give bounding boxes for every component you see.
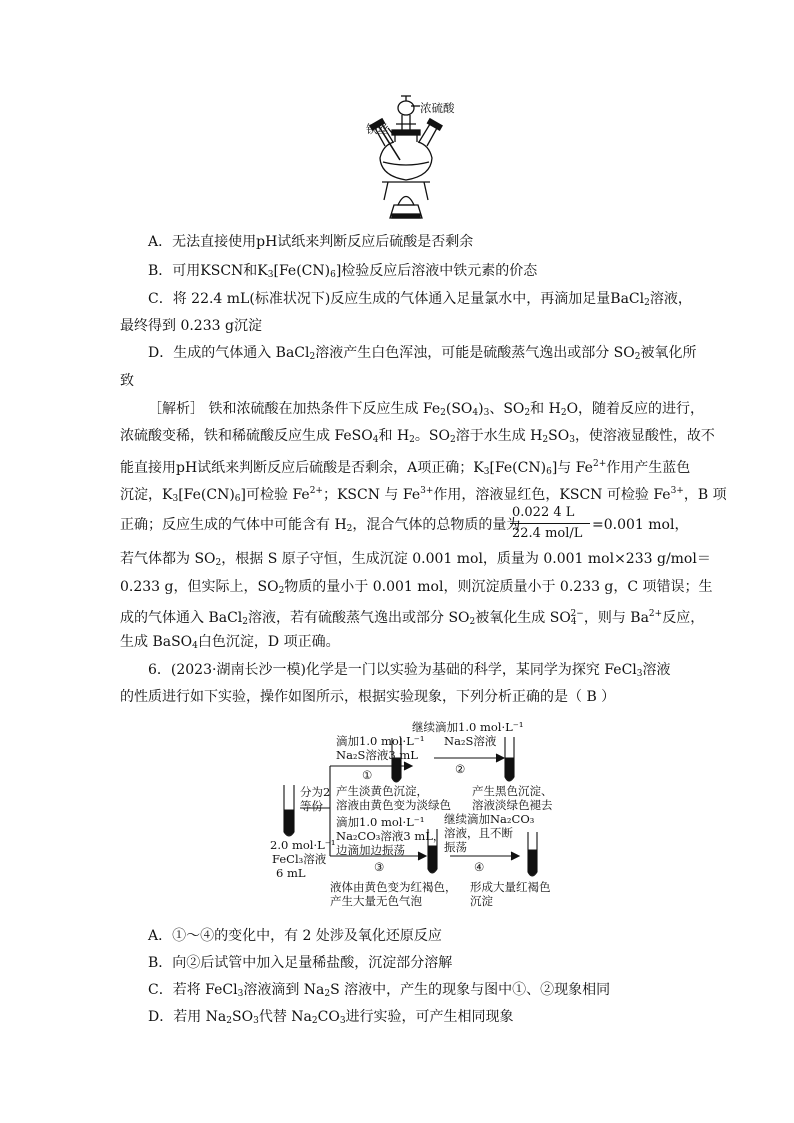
- q5-option-a: A．无法直接使用pH试纸来判断反应后硫酸是否剩余: [148, 234, 474, 250]
- analysis-line-2: 浓硫酸变稀，铁和稀硫酸反应生成 FeSO4和 H2。SO2溶于水生成 H2SO3，使溶液显酸性，故不: [120, 428, 715, 445]
- step2-reagent-1: 继续滴加1.0 mol·L⁻¹: [412, 720, 524, 734]
- step2-observation-2: 溶液淡绿色褪去: [472, 798, 553, 812]
- q6-option-b: B．向②后试管中加入足量稀盐酸，沉淀部分溶解: [148, 955, 453, 971]
- step2-observation-1: 产生黑色沉淀、: [472, 784, 553, 798]
- wire-label: 铁丝: [366, 122, 389, 136]
- start-solution-label-2: FeCl₃溶液: [272, 852, 327, 866]
- step4-reagent-2: 溶液，且不断: [444, 826, 513, 840]
- step3-number: ③: [374, 860, 385, 874]
- q5-option-d: D．生成的气体通入 BaCl2溶液产生白色浑浊，可能是硫酸蒸气逸出或部分 SO2被氧化所: [148, 345, 697, 362]
- split-label-2: 等份: [300, 799, 323, 813]
- analysis-line-8: 成的气体通入 BaCl2溶液，若有硫酸蒸气逸出或部分 SO2被氧化生成 $SO4^{2-}$，则与 $Ba^{2+}$反应，: [120, 609, 705, 627]
- step4-number: ④: [474, 860, 485, 874]
- split-label-1: 分为2: [300, 785, 331, 799]
- step4-reagent-3: 振荡: [444, 840, 467, 854]
- analysis-line-3: 能直接用pH试纸来判断反应后硫酸是否剩余，A项正确；K3[Fe(CN)6]与 $Fe^{2+}$作用产生蓝色: [120, 459, 691, 477]
- q6-option-c: C．若将 FeCl3溶液滴到 Na2S 溶液中，产生的现象与图中①、②现象相同: [148, 982, 611, 999]
- analysis-line-6: 若气体都为 SO2，根据 S 原子守恒，生成沉淀 0.001 mol，质量为 0.001 mol×233 g/mol＝: [120, 551, 711, 568]
- q6-stem-line-2: 的性质进行如下实验，操作如图所示，根据实验现象，下列分析正确的是（ B ）: [120, 689, 616, 705]
- step1-reagent-1: 滴加1.0 mol·L⁻¹: [336, 734, 425, 748]
- step2-reagent-2: Na₂S溶液: [444, 734, 497, 748]
- start-solution-label-1: 2.0 mol·L⁻¹: [270, 838, 336, 852]
- analysis-line-9: 生成 BaSO4白色沉淀，D 项正确。: [120, 634, 340, 651]
- analysis-line-1: ［解析］ 铁和浓硫酸在加热条件下反应生成 Fe2(SO4)3、SO2和 H2O，随着反应的进行，: [148, 401, 705, 418]
- q5-option-c-cont: 最终得到 0.233 g沉淀: [120, 318, 262, 334]
- step3-observation-1: 液体由黄色变为红褐色，: [330, 880, 457, 894]
- step3-observation-2: 产生大量无色气泡: [330, 894, 422, 908]
- step1-reagent-2: Na₂S溶液3 mL: [336, 748, 418, 762]
- step1-observation-1: 产生淡黄色沉淀，: [336, 784, 428, 798]
- q6-option-a: A．①～④的变化中，有 2 处涉及氧化还原反应: [148, 928, 442, 944]
- fraction-denominator: 22.4 mol/L: [512, 526, 583, 541]
- step3-reagent-3: 边滴加边振荡: [336, 843, 405, 857]
- step4-observation-1: 形成大量红褐色: [470, 880, 551, 894]
- q5-option-b: B．可用KSCN和K3[Fe(CN)6]检验反应后溶液中铁元素的价态: [148, 263, 538, 280]
- q5-option-d-cont: 致: [120, 373, 134, 389]
- analysis-line-5-result: =0.001 mol，: [592, 517, 689, 533]
- step1-observation-2: 溶液由黄色变为淡绿色: [336, 798, 451, 812]
- analysis-line-7: 0.233 g，但实际上，SO2物质的量小于 0.001 mol，则沉淀质量小于 0.233 g，C 项错误；生: [120, 579, 713, 596]
- step3-reagent-1: 滴加1.0 mol·L⁻¹: [336, 815, 425, 829]
- start-solution-label-3: 6 mL: [276, 866, 306, 880]
- step2-number: ②: [455, 762, 466, 776]
- step3-reagent-2: Na₂CO₃溶液3 mL，: [336, 829, 445, 843]
- step1-number: ①: [362, 768, 373, 782]
- q6-option-d: D．若用 Na2SO3代替 Na2CO3进行实验，可产生相同现象: [148, 1009, 514, 1026]
- step4-observation-2: 沉淀: [470, 894, 493, 908]
- q6-stem-line-1: 6．(2023·湖南长沙一模)化学是一门以实验为基础的科学，某同学为探究 FeCl3溶液: [148, 662, 671, 679]
- analysis-line-5: 正确；反应生成的气体中可能含有 H2，混合气体的总物质的量为: [120, 517, 521, 534]
- step4-reagent-1: 继续滴加Na₂CO₃: [444, 812, 535, 826]
- fraction-numerator: 0.022 4 L: [512, 505, 575, 520]
- q5-option-c: C．将 22.4 mL(标准状况下)反应生成的气体通入足量氯水中，再滴加足量BaCl2溶液，: [148, 291, 692, 308]
- analysis-line-4: 沉淀，K3[Fe(CN)6]可检验 $Fe^{2+}$；KSCN 与 $Fe^{3+}$作用，溶液显红色，KSCN 可检验 $Fe^{3+}$，B 项: [120, 486, 727, 504]
- acid-label: 浓硫酸: [420, 101, 455, 115]
